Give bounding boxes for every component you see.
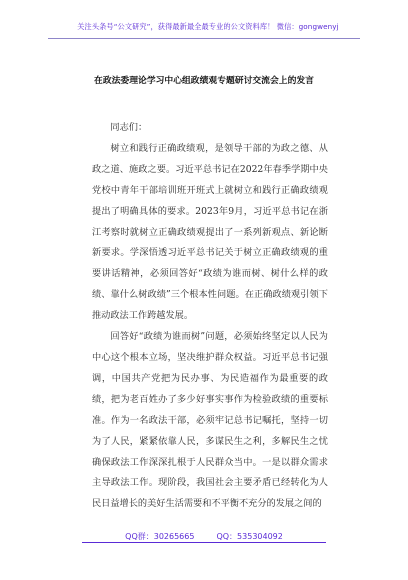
footer-qq: QQ：535304092: [216, 532, 283, 541]
paragraph-2: 回答好“政绩为谁而树”问题，必须始终坚定以人民为中心这个根本立场，坚决维护群众权益。习近平总书记强调，中国共产党把为民办事、为民造福作为最重要的政绩，把为老百姓办了多少好事实事作为检验政绩的重要标准。作为一名政法干部，必须牢记总书记嘱托，坚持一切为了人民，紧紧依靠人民，多谋民生之利，多解民生之忧确保政法工作深深扎根于人民群众当中。一是以群众需求主导政法工作。现阶段，我国社会主要矛盾已经转化为人民日益增长的美好生活需要和不平衡不充分的发展之间的: [92, 331, 328, 510]
salutation: 同志们：: [110, 122, 148, 133]
document-title: 在政法委理论学习中心组政绩观专题研讨交流会上的发言: [94, 76, 314, 86]
footer-qq-group: QQ群：30265665: [125, 532, 195, 541]
footer-divider: [82, 542, 326, 543]
header-divider: [48, 38, 360, 39]
document-body: [92, 118, 328, 515]
header-banner: 关注头条号“公文研究”，获得最新最全最专业的公文资料库！ 微信：gongwenyj: [77, 22, 339, 31]
paragraph-1: 树立和践行正确政绩观，是领导干部的为政之德、从政之道、施政之要。习近平总书记在2022年春季学期中央党校中青年干部培训班开班式上就树立和践行正确政绩观提出了明确具体的要求。2023年9月，习近平总书记在浙江考察时就树立正确政绩观提出了一系列新观点、新论断新要求。学深悟透习近平总书记关于树立正确政绩观的重要讲话精神，必须回答好“政绩为谁而树、树什么样的政绩、靠什么树政绩”三个根本性问题。在正确政绩观引领下推动政法工作跨越发展。: [92, 142, 328, 322]
footer-contact: [0, 531, 408, 542]
